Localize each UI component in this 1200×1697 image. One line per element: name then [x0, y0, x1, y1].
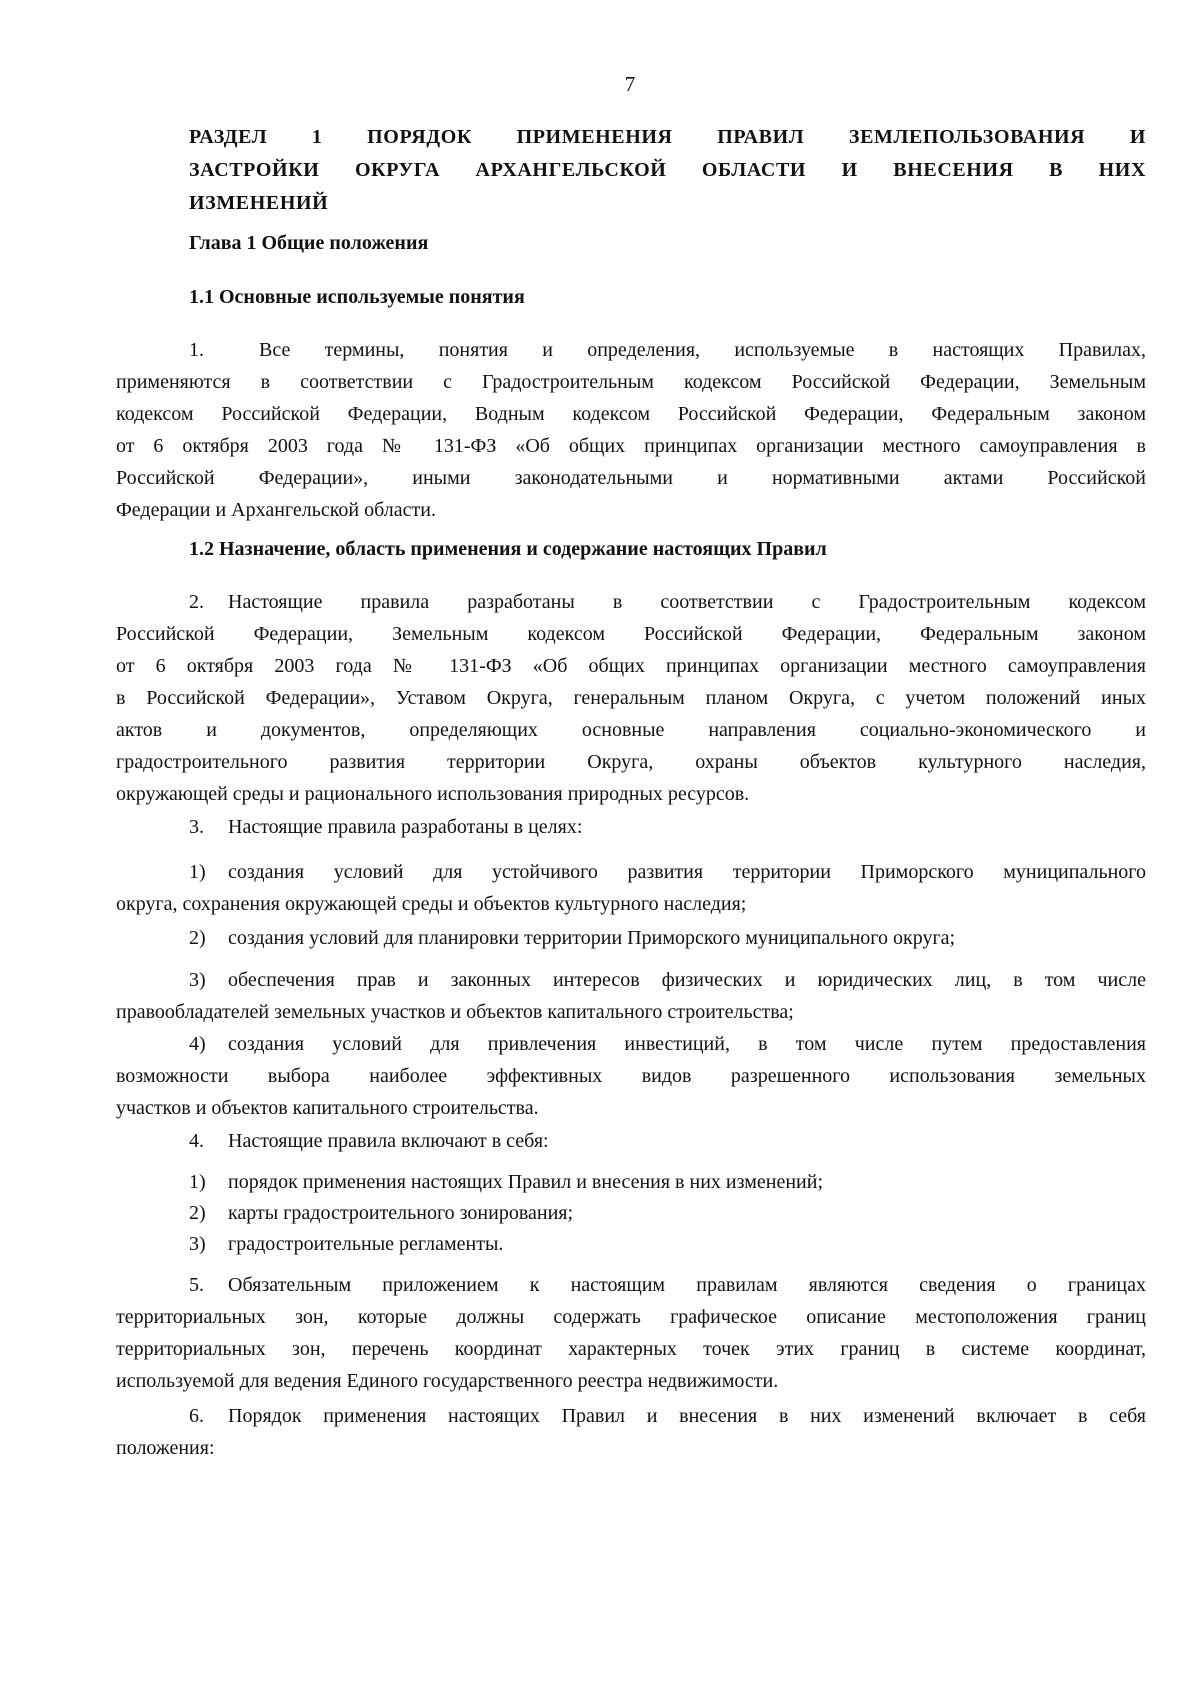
list-item-line: 3) обеспечения прав и законных интересов физических и юридических лиц, в том числе [116, 964, 1146, 996]
paragraph-line: актов и документов, определяющих основные направления социально-экономического и [116, 719, 1146, 741]
paragraph-line: 2. Настоящие правила разработаны в соответствии с Градостроительным кодексом [116, 586, 1146, 618]
paragraph-line: территориальных зон, которые должны содержать графическое описание местоположения границ [116, 1306, 1146, 1328]
list-item-line: 1) создания условий для устойчивого развития территории Приморского муниципального [116, 856, 1146, 888]
list-item [116, 1028, 1146, 1124]
section-heading [189, 121, 1146, 220]
list-item-number: 1) [189, 1171, 206, 1193]
section-heading-line: ИЗМЕНЕНИЙ [189, 192, 329, 214]
paragraph-number: 2. [189, 591, 204, 613]
paragraph-line: от 6 октября 2003 года № 131-ФЗ «Об общих принципах организации местного самоуправления [116, 655, 1146, 677]
list-item-line: округа, сохранения окружающей среды и объектов культурного наследия; [116, 893, 747, 915]
list-item-text: карты градостроительного зонирования; [228, 1202, 574, 1224]
paragraph-number: 6. [189, 1405, 204, 1427]
paragraph-line: 5. Обязательным приложением к настоящим правилам являются сведения о границах [116, 1269, 1146, 1301]
list-item-number: 1) [189, 861, 206, 883]
section-heading-line: ЗАСТРОЙКИ ОКРУГА АРХАНГЕЛЬСКОЙ ОБЛАСТИ И ВНЕСЕНИЯ В НИХ [189, 159, 1146, 181]
paragraph-line: Российской Федерации, Земельным кодексом Российской Федерации, Федеральным законом [116, 623, 1146, 645]
paragraph-line: применяются в соответствии с Градостроительным кодексом Российской Федерации, Земельным [116, 371, 1146, 393]
list-item [189, 1166, 1146, 1198]
list-item-number: 2) [189, 927, 206, 949]
subsection-heading: 1.1 Основные используемые понятия [189, 286, 525, 308]
page-number: 7 [624, 72, 636, 96]
list-item-text: порядок применения настоящих Правил и внесения в них изменений; [228, 1171, 823, 1193]
chapter-heading: Глава 1 Общие положения [189, 232, 429, 254]
paragraph-2 [116, 586, 1146, 810]
paragraph-3 [189, 811, 1146, 843]
list-item [116, 964, 1146, 1028]
paragraph-line: градостроительного развития территории Округа, охраны объектов культурного наследия, [116, 751, 1146, 773]
list-item-text: градостроительные регламенты. [228, 1233, 504, 1255]
list-item-number: 2) [189, 1202, 206, 1224]
paragraph-number: 5. [189, 1274, 204, 1296]
paragraph-line: Федерации и Архангельской области. [116, 499, 436, 521]
paragraph-number: 3. [189, 816, 204, 838]
paragraph-number: 4. [189, 1130, 204, 1152]
list-item [189, 1197, 1146, 1229]
paragraph-line: Российской Федерации», иными законодательными и нормативными актами Российской [116, 467, 1146, 489]
subsection-heading: 1.2 Назначение, область применения и содержание настоящих Правил [189, 538, 827, 560]
paragraph-line: кодексом Российской Федерации, Водным кодексом Российской Федерации, Федеральным законом [116, 403, 1146, 425]
list-item-number: 4) [189, 1033, 206, 1055]
paragraph-line: территориальных зон, перечень координат характерных точек этих границ в системе координат, [116, 1338, 1146, 1360]
paragraph-line: от 6 октября 2003 года № 131-ФЗ «Об общих принципах организации местного самоуправления в [116, 435, 1146, 457]
paragraph-4 [189, 1125, 1146, 1157]
paragraph-5 [116, 1269, 1146, 1397]
list-item-line: правообладателей земельных участков и объектов капитального строительства; [116, 1001, 794, 1023]
paragraph-line: 6. Порядок применения настоящих Правил и внесения в них изменений включает в себя [116, 1400, 1146, 1432]
paragraph-text: Настоящие правила разработаны в целях: [228, 816, 583, 838]
list-item-number: 3) [189, 969, 206, 991]
list-item [189, 922, 1146, 954]
list-item-line: участков и объектов капитального строительства. [116, 1097, 539, 1119]
paragraph-line: окружающей среды и рационального использования природных ресурсов. [116, 783, 750, 805]
list-item [116, 856, 1146, 920]
paragraph-line: в Российской Федерации», Уставом Округа, генеральным планом Округа, с учетом положений иных [116, 687, 1146, 709]
list-item-line: возможности выбора наиболее эффективных видов разрешенного использования земельных [116, 1065, 1146, 1087]
section-heading-line: РАЗДЕЛ 1 ПОРЯДОК ПРИМЕНЕНИЯ ПРАВИЛ ЗЕМЛЕПОЛЬЗОВАНИЯ И [189, 126, 1146, 148]
list-item-text: создания условий для планировки территории Приморского муниципального округа; [228, 927, 956, 949]
paragraph-6 [116, 1400, 1146, 1464]
paragraph-line: 1. Все термины, понятия и определения, используемые в настоящих Правилах, [116, 334, 1146, 366]
paragraph-text: Настоящие правила включают в себя: [228, 1130, 549, 1152]
list-item-line: 4) создания условий для привлечения инвестиций, в том числе путем предоставления [116, 1028, 1146, 1060]
list-item [189, 1228, 1146, 1260]
paragraph-number: 1. [189, 339, 204, 361]
paragraph-line: положения: [116, 1437, 215, 1459]
list-item-number: 3) [189, 1233, 206, 1255]
paragraph-line: используемой для ведения Единого государственного реестра недвижимости. [116, 1370, 779, 1392]
paragraph-1 [116, 334, 1146, 526]
